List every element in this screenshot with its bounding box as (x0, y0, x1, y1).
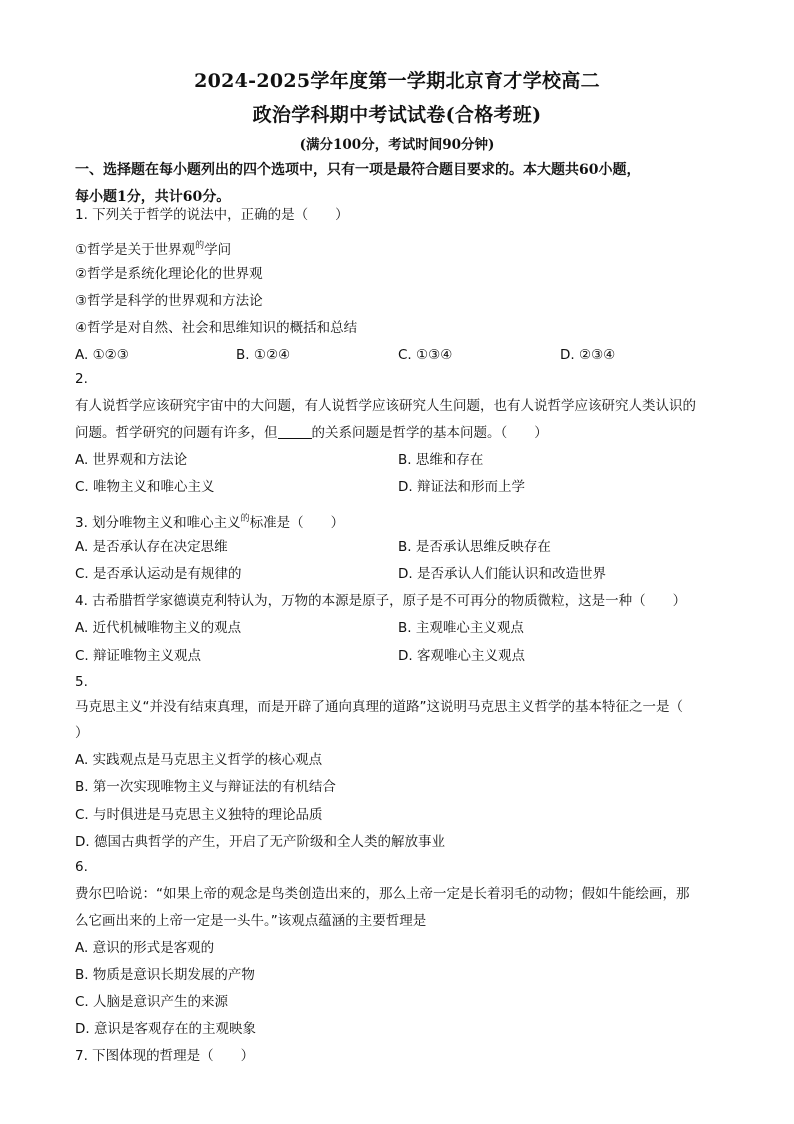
q7-stem: 7. 下图体现的哲理是（ ） (75, 1048, 255, 1064)
q2-stem-line2: 问题。哲学研究的问题有许多，但 的关系问题是哲学的基本问题。（ ） (75, 425, 548, 441)
q3-stem: 3. 划分唯物主义和唯心主义$^的$标准是（ ） (75, 514, 345, 531)
q2-stem-line1: 有人说哲学应该研究宇宙中的大问题，有人说哲学应该研究人生问题，也有人说哲学应该研究人类认识的 (75, 398, 696, 414)
q2-number: 2. (75, 371, 88, 387)
q6-number: 6. (75, 859, 88, 875)
q1-option-c: C. ①③④ (398, 347, 453, 363)
q2-option-a: A. 世界观和方法论 (75, 452, 188, 468)
q1-statement-3: ③哲学是科学的世界观和方法论 (75, 293, 263, 309)
exam-subtitle: (满分100分，考试时间90分钟) (299, 137, 495, 153)
q5-option-b: B. 第一次实现唯物主义与辩证法的有机结合 (75, 779, 336, 795)
q5-option-d: D. 德国古典哲学的产生，开启了无产阶级和全人类的解放事业 (75, 834, 445, 850)
q4-option-c: C. 辩证唯物主义观点 (75, 648, 202, 664)
q5-option-a: A. 实践观点是马克思主义哲学的核心观点 (75, 752, 323, 768)
q6-option-b: B. 物质是意识长期发展的产物 (75, 967, 255, 983)
q3-option-c: C. 是否承认运动是有规律的 (75, 566, 242, 582)
q6-option-d: D. 意识是客观存在的主观映象 (75, 1021, 256, 1037)
q2-option-b: B. 思维和存在 (398, 452, 484, 468)
q5-option-c: C. 与时俱进是马克思主义独特的理论品质 (75, 807, 323, 823)
q5-stem-line2: ） (75, 725, 89, 741)
q3-option-b: B. 是否承认思维反映存在 (398, 539, 551, 555)
q6-option-a: A. 意识的形式是客观的 (75, 940, 215, 956)
q3-option-d: D. 是否承认人们能认识和改造世界 (398, 566, 606, 582)
section-instructions (75, 157, 725, 211)
q3-option-a: A. 是否承认存在决定思维 (75, 539, 228, 555)
q4-stem: 4. 古希腊哲学家德谟克利特认为，万物的本源是原子，原子是不可再分的物质微粒，这是一种（ ） (75, 593, 687, 609)
q1-option-b: B. ①②④ (236, 347, 291, 363)
q5-number: 5. (75, 674, 88, 690)
q4-option-b: B. 主观唯心主义观点 (398, 620, 524, 636)
q2-option-d: D. 辩证法和形而上学 (398, 479, 525, 495)
q1-option-a: A. ①②③ (75, 347, 129, 363)
q4-option-a: A. 近代机械唯物主义的观点 (75, 620, 242, 636)
q4-option-d: D. 客观唯心主义观点 (398, 648, 525, 664)
q6-stem-line1: 费尔巴哈说：“如果上帝的观念是鸟类创造出来的，那么上帝一定是长着羽毛的动物；假如牛能绘画，那 (75, 886, 690, 902)
q2-option-c: C. 唯物主义和唯心主义 (75, 479, 215, 495)
q1-statement-2: ②哲学是系统化理论化的世界观 (75, 266, 263, 282)
q6-stem-line2: 么它画出来的上帝一定是一头牛。”该观点蕴涵的主要哲理是 (75, 913, 427, 929)
exam-title-line1: 2024-2025学年度第一学期北京育才学校高二 (194, 70, 600, 92)
q1-stem: 1. 下列关于哲学的说法中，正确的是（ ） (75, 207, 349, 223)
section-instructions-line2: 每小题1分，共计60分。 (75, 189, 231, 205)
q2-blank (278, 424, 312, 439)
q5-stem-line1: 马克思主义“并没有结束真理，而是开辟了通向真理的道路”这说明马克思主义哲学的基本特征之一是（ (75, 699, 683, 715)
exam-title-line2: 政治学科期中考试试卷(合格考班) (252, 104, 542, 126)
q6-option-c: C. 人脑是意识产生的来源 (75, 994, 229, 1010)
q1-option-d: D. ②③④ (560, 347, 616, 363)
q1-statement-1: ①哲学是关于世界观$^的$学问 (75, 241, 232, 258)
section-instructions-line1: 一、选择题在每小题列出的四个选项中，只有一项是最符合题目要求的。本大题共60小题， (75, 162, 641, 178)
q1-statement-4: ④哲学是对自然、社会和思维知识的概括和总结 (75, 320, 358, 336)
